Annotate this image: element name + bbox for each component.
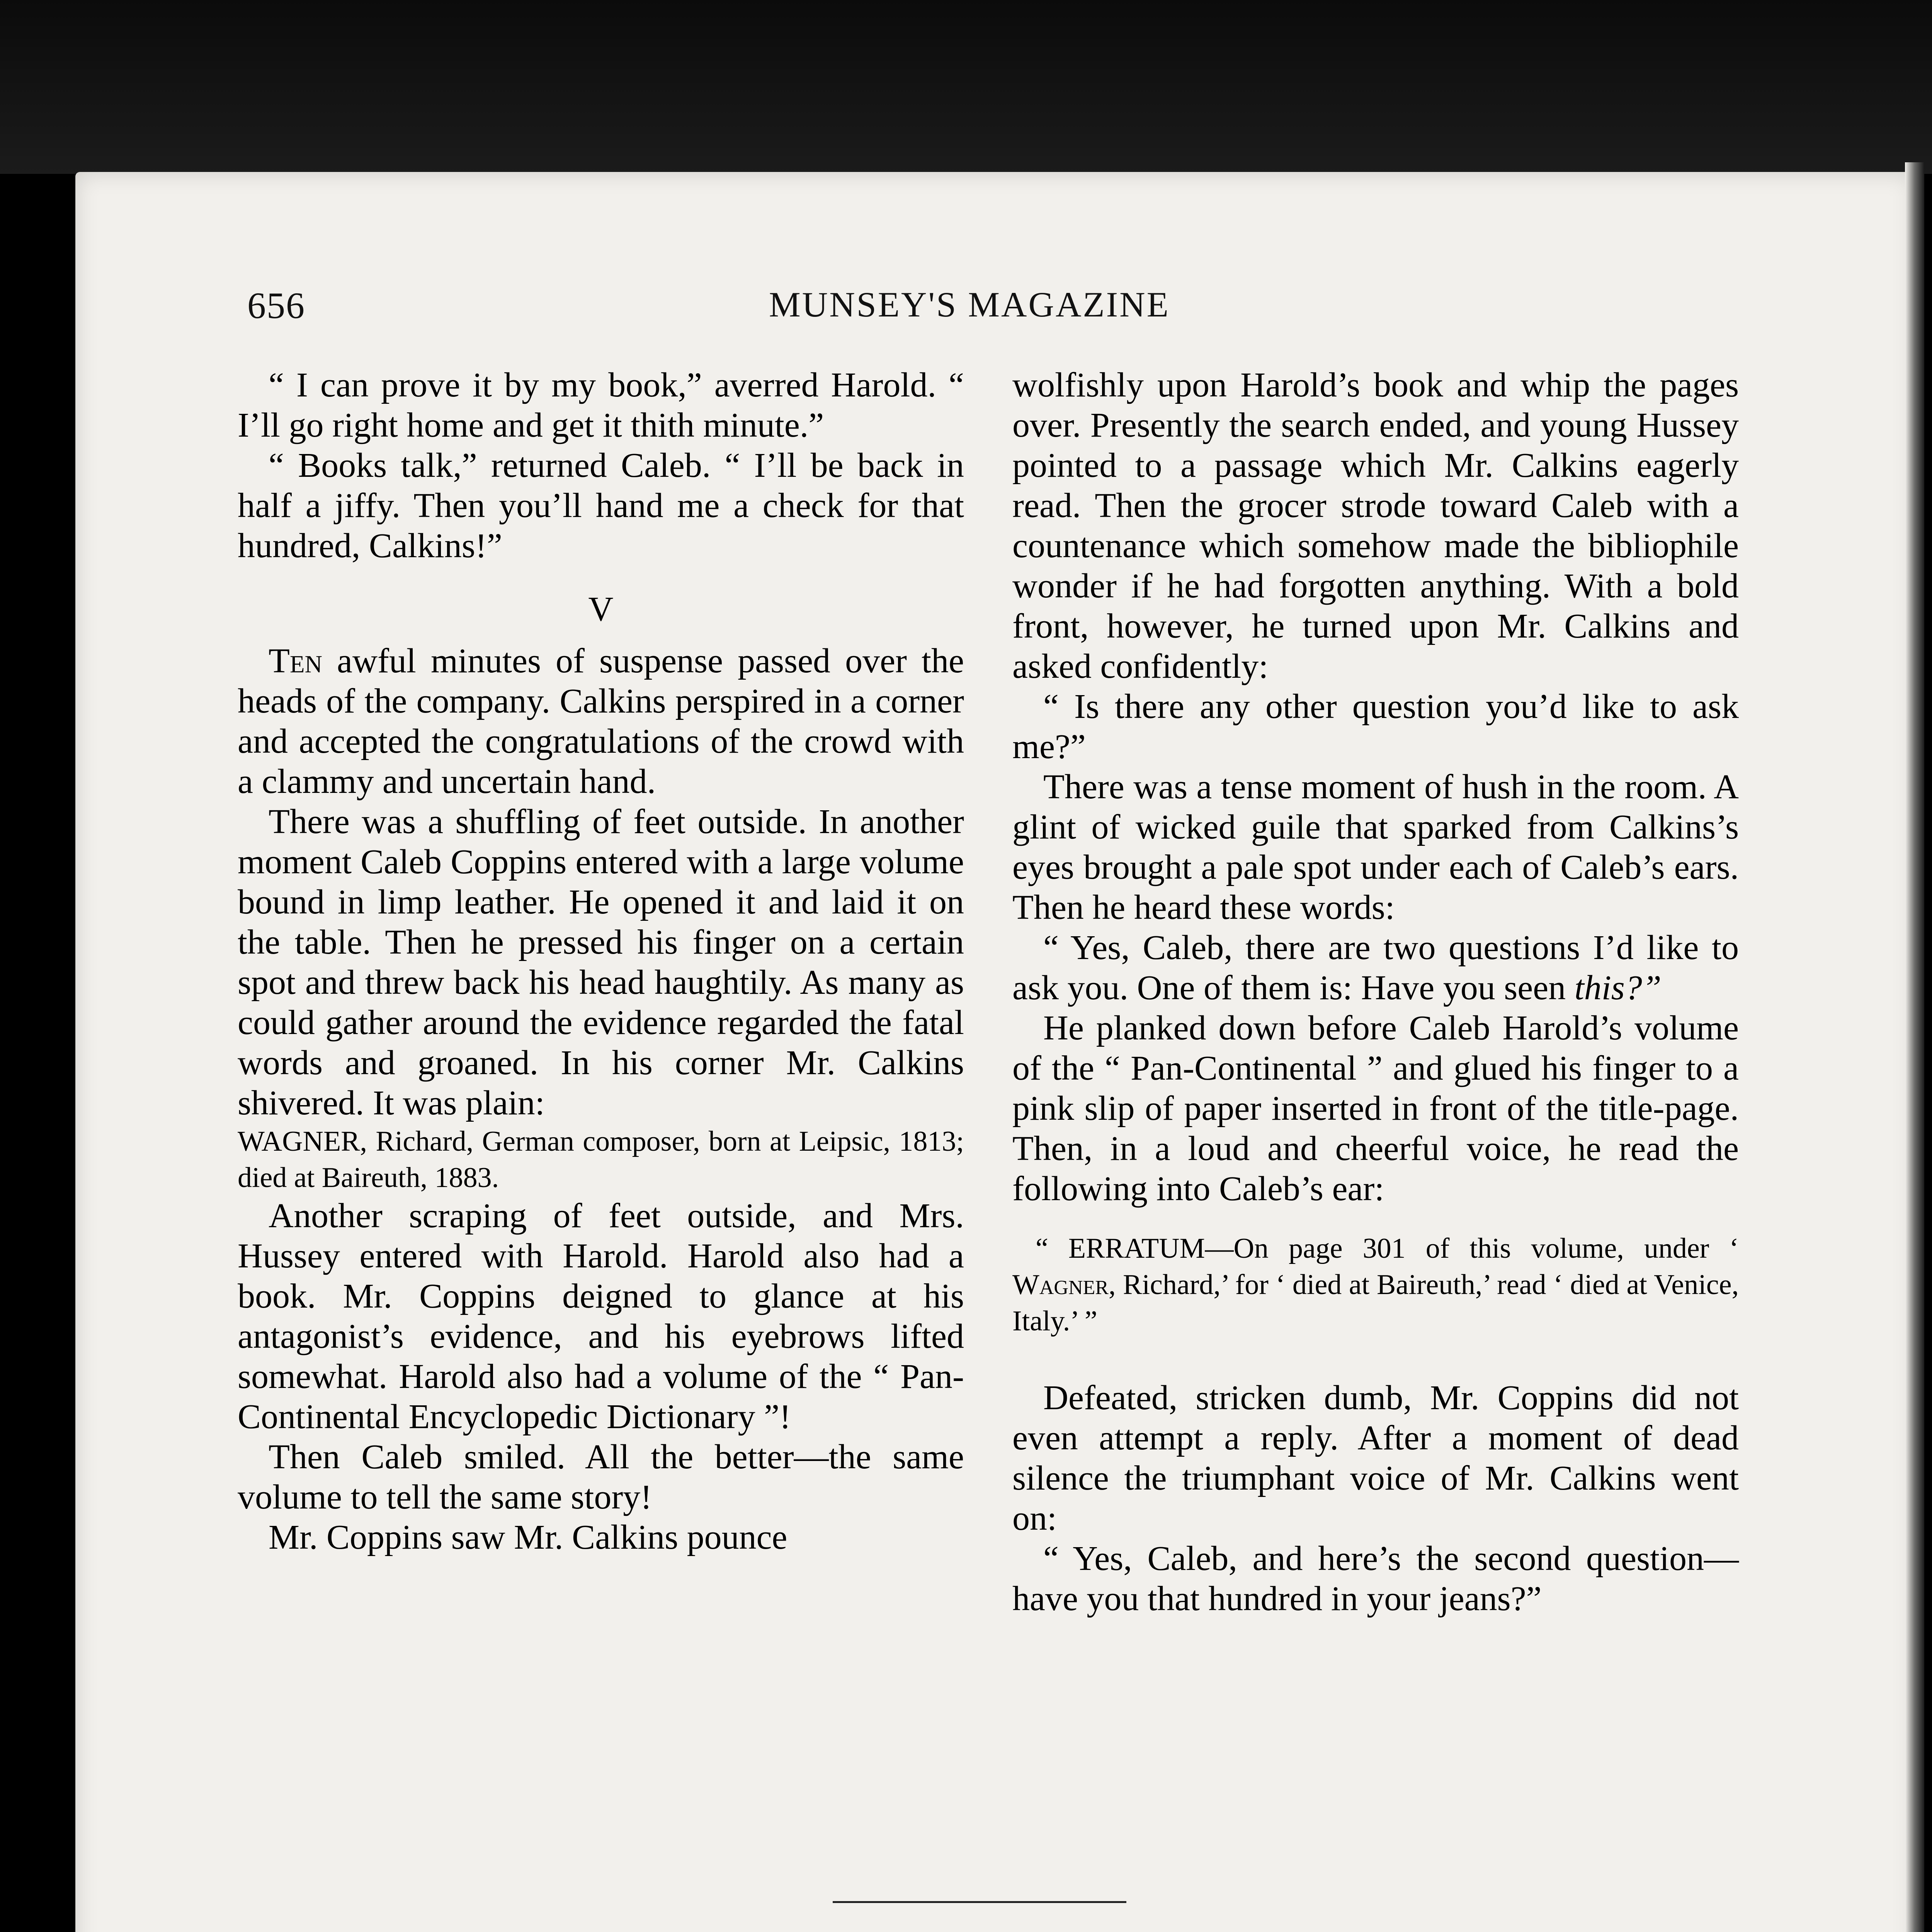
paragraph: Ten awful minutes of suspense passed over the heads of the company. Calkins perspired in a corner and accepted the congratulations of the crowd with a clammy and uncertain hand. — [238, 642, 964, 801]
paragraph: There was a tense moment of hush in the room. A glint of wicked guile that sparked from Calkins’s eyes brought a pale spot under each of Caleb’s ears. Then he heard these words: — [1012, 768, 1739, 927]
right-column — [1012, 365, 1739, 1619]
paragraph: Mr. Coppins saw Mr. Calkins pounce — [269, 1518, 787, 1556]
page-spine-shadow — [1905, 162, 1924, 1932]
paragraph: There was a shuffling of feet outside. In another moment Caleb Coppins entered with a large volume bound in limp leather. He opened it and laid it on the table. Then he pressed his finger on a certain spot and threw back his head haughtily. As many as could gather around the evidence regarded the fatal words and groaned. In his corner Mr. Calkins shivered. It was plain: — [238, 803, 964, 1122]
paragraph: wolfishly upon Harold’s book and whip the pages over. Presently the search ended, and young Hussey pointed to a passage which Mr. Calkins eagerly read. Then the grocer strode toward Caleb with a countenance which somehow made the bibliophile wonder if he had forgotten anything. With a bold front, however, he turned upon Mr. Calkins and asked confidently: — [1012, 366, 1739, 685]
paragraph: He planked down before Caleb Harold’s volume of the “ Pan-Continental ” and glued his finger to a pink slip of paper inserted in front of the title-page. Then, in a loud and cheerful voice, he read the following into Caleb’s ear: — [1012, 1009, 1739, 1208]
paragraph: “ I can prove it by my book,” averred Harold. “ I’ll go right home and get it thith minute.” — [238, 366, 964, 444]
section-divider-rule — [833, 1901, 1126, 1903]
running-head: MUNSEY'S MAGAZINE — [769, 285, 1170, 324]
scan-background-top — [0, 0, 1932, 174]
paragraph: “ Yes, Caleb, there are two questions I’d like to ask you. One of them is: Have you seen this?” — [1012, 929, 1739, 1007]
paragraph: Another scraping of feet outside, and Mrs. Hussey entered with Harold. Harold also had a book. Mr. Coppins deigned to glance at his antagonist’s evidence, and his eyebrows lifted somewhat. Harold also had a volume of the “ Pan-Continental Encyclopedic Dictionary ”! — [238, 1197, 964, 1436]
paragraph: “ Books talk,” returned Caleb. “ I’ll be back in half a jiffy. Then you’ll hand me a check for that hundred, Calkins!” — [238, 446, 964, 565]
section-number: V — [588, 590, 614, 628]
page-number: 656 — [247, 285, 305, 326]
small-caps-lead: Ten — [269, 642, 322, 680]
left-column — [238, 365, 964, 1558]
italic-emphasis: this?” — [1574, 969, 1662, 1007]
paragraph: Then Caleb smiled. All the better—the same volume to tell the same story! — [238, 1438, 964, 1516]
paragraph: “ Yes, Caleb, and here’s the second question—have you that hundred in your jeans?” — [1012, 1539, 1739, 1618]
paragraph: “ Is there any other question you’d like to ask me?” — [1012, 687, 1739, 766]
paragraph: Defeated, stricken dumb, Mr. Coppins did not even attempt a reply. After a moment of dead silence the triumphant voice of Mr. Calkins went on: — [1012, 1379, 1739, 1537]
erratum-note: “ ERRATUM—On page 301 of this volume, under ‘ Wagner, Richard,’ for ‘ died at Baireuth,’ read ‘ died at Venice, Italy.’ ” — [1012, 1233, 1739, 1337]
dictionary-entry: WAGNER, Richard, German composer, born at Leipsic, 1813; died at Baireuth, 1883. — [238, 1126, 964, 1194]
